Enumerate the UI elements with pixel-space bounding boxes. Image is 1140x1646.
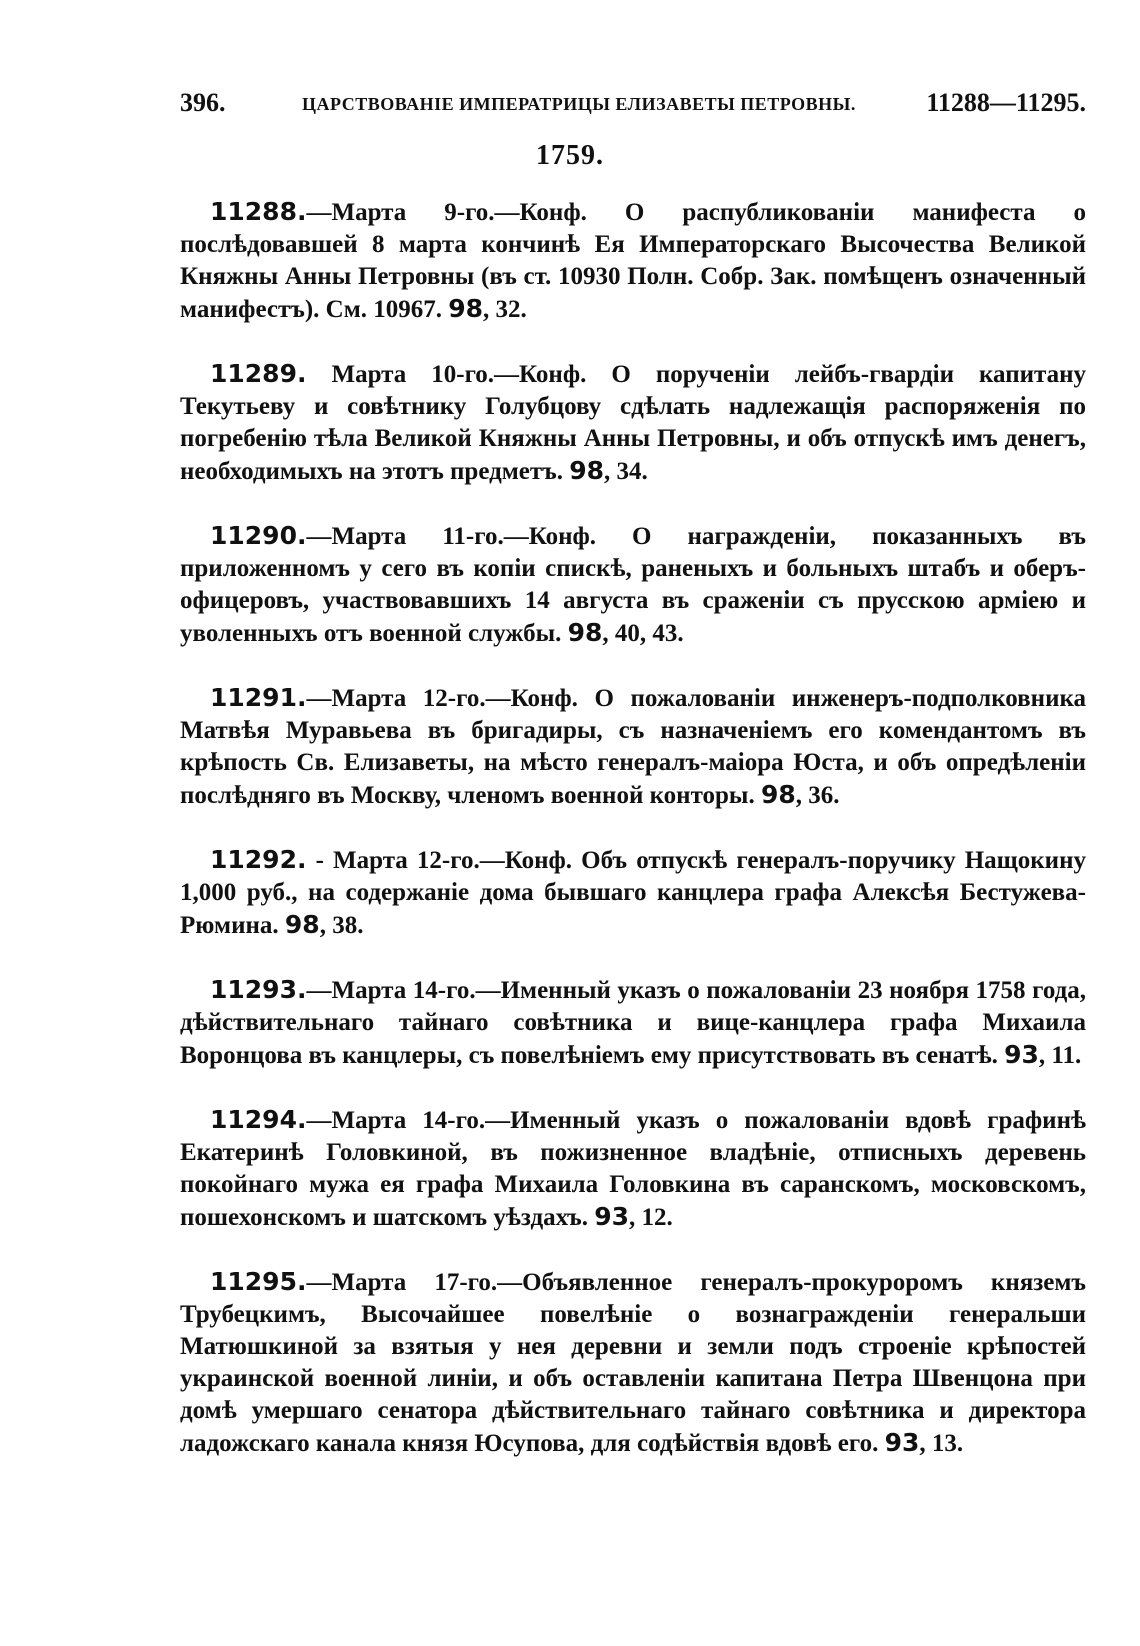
entry-ref-volume: 98 xyxy=(569,456,605,485)
entry-text: —Марта 17-го.—Объявленное генералъ-прокуроромъ княземъ Трубецкимъ, Высочайшее повелѣніе о вознагражденіи генеральши Матюшкиной за взятыя у нея деревни и земли подъ строеніе крѣпостей украинской военной линіи, и объ оставленіи капитана Петра Швенцона при домѣ умершаго сенатора дѣйствительнаго тайнаго совѣтника и директора ладожскаго канала князя Юсупова, для содѣйствія вдовѣ его. xyxy=(180,1269,1086,1457)
entry-ref-page: , 34. xyxy=(604,458,648,485)
entry-ref-volume: 93 xyxy=(884,1428,920,1457)
entry-ref-volume: 98 xyxy=(448,294,484,323)
entries-list xyxy=(180,196,1086,1492)
entry-ref-volume: 98 xyxy=(567,618,603,647)
entry xyxy=(180,844,1086,942)
entry-number: 11288. xyxy=(210,197,307,226)
entry-number: 11295. xyxy=(210,1267,307,1296)
entry-ref-page: , 11. xyxy=(1038,1042,1082,1069)
running-head xyxy=(180,88,1086,128)
entry xyxy=(180,196,1086,326)
entry-number: 11294. xyxy=(210,1105,307,1134)
entry-ref-volume: 98 xyxy=(760,780,796,809)
entry-text: —Марта 12-го.—Конф. О пожалованіи инженеръ-подполковника Матвѣя Муравьева въ бригадиры, съ назначеніемъ его комендантомъ въ крѣпость Св. Елизаветы, на мѣсто генералъ-маіора Юста, и объ опредѣленіи послѣдняго въ Москву, членомъ военной конторы. xyxy=(180,685,1086,809)
entry-number: 11291. xyxy=(210,683,307,712)
entry-text: —Марта 14-го.—Именный указъ о пожалованіи вдовѣ графинѣ Екатеринѣ Головкиной, въ пожизненное владѣніе, отписныхъ деревень покойнаго мужа ея графа Михаила Головкина въ саранскомъ, московскомъ, пошехонскомъ и шатскомъ уѣздахъ. xyxy=(180,1107,1086,1231)
entry-ref-volume: 93 xyxy=(594,1202,630,1231)
entry-ref-volume: 98 xyxy=(284,910,320,939)
entry-ref-page: , 40, 43. xyxy=(602,620,684,647)
page-number: 396. xyxy=(180,88,226,117)
entry-ref-page: , 12. xyxy=(629,1204,673,1231)
entry-ref-page: , 36. xyxy=(795,782,840,809)
entry xyxy=(180,974,1086,1072)
entry xyxy=(180,1266,1086,1460)
entry-ref-page: , 38. xyxy=(319,912,364,939)
entry-number: 11292. xyxy=(210,845,307,874)
entry-ref-page: , 32. xyxy=(483,296,527,323)
entry-ref-page: , 13. xyxy=(919,1430,964,1457)
entry xyxy=(180,520,1086,650)
year-heading: 1759. xyxy=(536,140,604,171)
entry-text: —Марта 14-го.—Именный указъ о пожалованіи 23 ноября 1758 года, дѣйствительнаго тайнаго совѣтника и вице-канцлера графа Михаила Воронцова въ канцлеры, съ повелѣніемъ ему присутствовать въ сенатѣ. xyxy=(180,977,1086,1069)
entry-number: 11290. xyxy=(210,521,307,550)
entry xyxy=(180,358,1086,488)
entry-text: Марта 10-го.—Конф. О порученіи лейбъ-гвардіи капитану Текутьеву и совѣтнику Голубцову сдѣлать надлежащія распоряженія по погребенію тѣла Великой Княжны Анны Петровны, и объ отпускѣ имъ денегъ, необходимыхъ на этотъ предметъ. xyxy=(180,361,1086,485)
entry-text: - Марта 12-го.—Конф. Объ отпускѣ генералъ-поручику Нащокину 1,000 руб., на содержаніе дома бывшаго канцлера графа Алексѣя Бестужева-Рюмина. xyxy=(180,847,1086,939)
entry-number: 11293. xyxy=(210,975,307,1004)
entry-range: 11288—11295. xyxy=(926,88,1086,117)
entry-number: 11289. xyxy=(210,359,307,388)
entry xyxy=(180,1104,1086,1234)
entry-text: —Марта 9-го.—Конф. О распубликованіи манифеста о послѣдовавшей 8 марта кончинѣ Ея Императорскаго Высочества Великой Княжны Анны Петровны (въ ст. 10930 Полн. Собр. Зак. помѣщенъ означенный манифестъ). См. 10967. xyxy=(180,199,1086,323)
entry xyxy=(180,682,1086,812)
entry-text: —Марта 11-го.—Конф. О награжденіи, показанныхъ въ приложенномъ у сего въ копіи спискѣ, раненыхъ и больныхъ штабъ и оберъ-офицеровъ, участвовавшихъ 14 августа въ сраженіи съ прусскою арміею и уволенныхъ отъ военной службы. xyxy=(180,523,1086,647)
entry-ref-volume: 93 xyxy=(1004,1040,1039,1069)
running-title: ЦАРСТВОВАНІЕ ИМПЕРАТРИЦЫ ЕЛИЗАВЕТЫ ПЕТРОВНЫ. xyxy=(302,94,856,114)
